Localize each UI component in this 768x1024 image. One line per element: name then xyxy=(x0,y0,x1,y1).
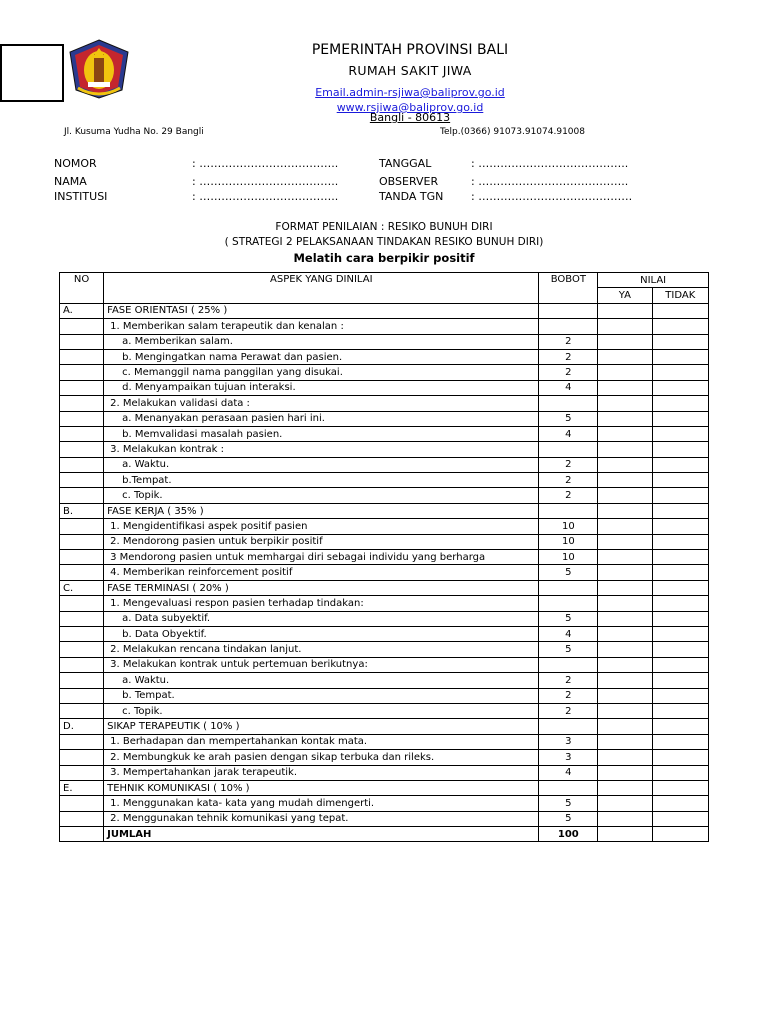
row-aspek: 2. Membungkuk ke arah pasien dengan sikap terbuka dan rileks. xyxy=(104,750,539,765)
email-link[interactable]: Email.admin-rsjiwa@baliprov.go.id xyxy=(315,86,505,99)
row-aspek: b. Data Obyektif. xyxy=(104,626,539,641)
empty-corner-box xyxy=(0,44,64,102)
row-aspek: 1. Mengevaluasi respon pasien terhadap tindakan: xyxy=(104,596,539,611)
table-row xyxy=(60,780,709,795)
row-ya-cell[interactable] xyxy=(598,827,652,842)
table-row xyxy=(60,765,709,780)
row-aspek: b. Tempat. xyxy=(104,688,539,703)
table-row xyxy=(60,411,709,426)
table-row xyxy=(60,426,709,441)
row-ya-cell[interactable] xyxy=(598,688,652,703)
row-bobot: 10 xyxy=(539,534,598,549)
row-ya-cell[interactable] xyxy=(598,442,652,457)
row-no xyxy=(60,750,104,765)
row-tidak-cell[interactable] xyxy=(652,550,708,565)
row-bobot xyxy=(539,657,598,672)
row-no xyxy=(60,488,104,503)
row-bobot xyxy=(539,503,598,518)
row-ya-cell[interactable] xyxy=(598,780,652,795)
row-ya-cell[interactable] xyxy=(598,488,652,503)
row-bobot xyxy=(539,580,598,595)
table-row xyxy=(60,611,709,626)
row-no xyxy=(60,596,104,611)
row-tidak-cell[interactable] xyxy=(652,534,708,549)
row-tidak-cell[interactable] xyxy=(652,703,708,718)
row-aspek: 3. Melakukan kontrak : xyxy=(104,442,539,457)
row-aspek: TEHNIK KOMUNIKASI ( 10% ) xyxy=(104,780,539,795)
col-no-header: NO xyxy=(60,273,104,304)
row-ya-cell[interactable] xyxy=(598,565,652,580)
row-tidak-cell[interactable] xyxy=(652,611,708,626)
row-no xyxy=(60,657,104,672)
row-ya-cell[interactable] xyxy=(598,611,652,626)
row-aspek: a. Memberikan salam. xyxy=(104,334,539,349)
row-tidak-cell[interactable] xyxy=(652,596,708,611)
row-no xyxy=(60,827,104,842)
row-ya-cell[interactable] xyxy=(598,673,652,688)
observer-label: OBSERVER xyxy=(379,175,439,188)
row-ya-cell[interactable] xyxy=(598,703,652,718)
row-no xyxy=(60,550,104,565)
row-no xyxy=(60,396,104,411)
row-tidak-cell[interactable] xyxy=(652,334,708,349)
row-bobot: 4 xyxy=(539,380,598,395)
row-no xyxy=(60,473,104,488)
row-aspek: a. Waktu. xyxy=(104,673,539,688)
row-bobot xyxy=(539,719,598,734)
row-tidak-cell[interactable] xyxy=(652,473,708,488)
row-bobot: 2 xyxy=(539,334,598,349)
row-aspek: 2. Melakukan validasi data : xyxy=(104,396,539,411)
row-tidak-cell[interactable] xyxy=(652,565,708,580)
row-bobot: 4 xyxy=(539,626,598,641)
header-city: Bangli - 80613 xyxy=(369,111,451,124)
row-aspek: FASE TERMINASI ( 20% ) xyxy=(104,580,539,595)
row-ya-cell[interactable] xyxy=(598,719,652,734)
row-bobot: 5 xyxy=(539,642,598,657)
row-aspek: c. Topik. xyxy=(104,703,539,718)
observer-value: : ………………………………….. xyxy=(471,175,629,188)
row-bobot: 10 xyxy=(539,550,598,565)
row-aspek: 3 Mendorong pasien untuk memhargai diri sebagai individu yang berharga xyxy=(104,550,539,565)
row-tidak-cell[interactable] xyxy=(652,688,708,703)
table-row xyxy=(60,442,709,457)
table-row xyxy=(60,519,709,534)
row-ya-cell[interactable] xyxy=(598,426,652,441)
row-ya-cell[interactable] xyxy=(598,365,652,380)
assessment-table xyxy=(59,272,709,842)
table-row xyxy=(60,365,709,380)
tanggal-value: : ………………………………….. xyxy=(471,157,629,170)
phone-text: Telp.(0366) 91073.91074.91008 xyxy=(440,127,585,137)
row-no xyxy=(60,626,104,641)
nama-label: NAMA xyxy=(54,175,87,188)
row-tidak-cell[interactable] xyxy=(652,503,708,518)
row-no xyxy=(60,703,104,718)
row-aspek: 2. Melakukan rencana tindakan lanjut. xyxy=(104,642,539,657)
institusi-value: : ……………………………….. xyxy=(192,190,339,203)
table-row xyxy=(60,334,709,349)
row-bobot: 4 xyxy=(539,765,598,780)
table-row xyxy=(60,734,709,749)
row-tidak-cell[interactable] xyxy=(652,411,708,426)
table-row xyxy=(60,380,709,395)
table-row xyxy=(60,626,709,641)
row-no xyxy=(60,349,104,364)
row-ya-cell[interactable] xyxy=(598,811,652,826)
row-aspek: SIKAP TERAPEUTIK ( 10% ) xyxy=(104,719,539,734)
row-bobot xyxy=(539,596,598,611)
row-bobot: 3 xyxy=(539,750,598,765)
row-ya-cell[interactable] xyxy=(598,457,652,472)
row-bobot: 5 xyxy=(539,565,598,580)
row-no xyxy=(60,457,104,472)
row-tidak-cell[interactable] xyxy=(652,380,708,395)
row-bobot xyxy=(539,442,598,457)
row-bobot: 2 xyxy=(539,473,598,488)
row-ya-cell[interactable] xyxy=(598,796,652,811)
form-topic: Melatih cara berpikir positif xyxy=(293,251,475,265)
table-row xyxy=(60,503,709,518)
row-no: E. xyxy=(60,780,104,795)
row-no xyxy=(60,811,104,826)
row-tidak-cell[interactable] xyxy=(652,719,708,734)
row-bobot: 5 xyxy=(539,611,598,626)
row-aspek: b.Tempat. xyxy=(104,473,539,488)
table-row xyxy=(60,457,709,472)
row-no xyxy=(60,534,104,549)
row-bobot xyxy=(539,319,598,334)
row-aspek: a. Menanyakan perasaan pasien hari ini. xyxy=(104,411,539,426)
row-ya-cell[interactable] xyxy=(598,303,652,318)
row-tidak-cell[interactable] xyxy=(652,519,708,534)
row-no xyxy=(60,688,104,703)
row-bobot: 3 xyxy=(539,734,598,749)
row-no: C. xyxy=(60,580,104,595)
row-ya-cell[interactable] xyxy=(598,349,652,364)
address-text: Jl. Kusuma Yudha No. 29 Bangli xyxy=(64,127,204,137)
row-tidak-cell[interactable] xyxy=(652,657,708,672)
table-row xyxy=(60,673,709,688)
row-bobot: 100 xyxy=(539,827,598,842)
row-tidak-cell[interactable] xyxy=(652,673,708,688)
row-no xyxy=(60,365,104,380)
header-subtitle: RUMAH SAKIT JIWA xyxy=(348,63,472,78)
row-bobot: 2 xyxy=(539,673,598,688)
row-aspek: 1. Mengidentifikasi aspek positif pasien xyxy=(104,519,539,534)
row-tidak-cell[interactable] xyxy=(652,626,708,641)
row-ya-cell[interactable] xyxy=(598,534,652,549)
table-row xyxy=(60,703,709,718)
row-aspek: c. Topik. xyxy=(104,488,539,503)
col-bobot-header: BOBOT xyxy=(539,273,598,304)
table-row xyxy=(60,750,709,765)
row-no: A. xyxy=(60,303,104,318)
row-aspek: FASE KERJA ( 35% ) xyxy=(104,503,539,518)
row-tidak-cell[interactable] xyxy=(652,457,708,472)
col-nilai-header: NILAI xyxy=(598,273,709,288)
row-no xyxy=(60,319,104,334)
table-row xyxy=(60,319,709,334)
tanda-tgn-label: TANDA TGN xyxy=(379,190,444,203)
table-row xyxy=(60,565,709,580)
row-aspek: JUMLAH xyxy=(104,827,539,842)
table-row xyxy=(60,534,709,549)
col-tidak-header: TIDAK xyxy=(652,288,708,303)
row-tidak-cell[interactable] xyxy=(652,765,708,780)
row-ya-cell[interactable] xyxy=(598,750,652,765)
row-bobot: 4 xyxy=(539,426,598,441)
nomor-value: : ……………………………….. xyxy=(192,157,339,170)
row-no xyxy=(60,673,104,688)
table-row xyxy=(60,349,709,364)
row-no: D. xyxy=(60,719,104,734)
row-aspek: b. Mengingatkan nama Perawat dan pasien. xyxy=(104,349,539,364)
row-tidak-cell[interactable] xyxy=(652,780,708,795)
row-tidak-cell[interactable] xyxy=(652,827,708,842)
row-no xyxy=(60,519,104,534)
row-tidak-cell[interactable] xyxy=(652,349,708,364)
row-aspek: 3. Mempertahankan jarak terapeutik. xyxy=(104,765,539,780)
table-row xyxy=(60,657,709,672)
row-bobot: 2 xyxy=(539,488,598,503)
row-aspek: b. Memvalidasi masalah pasien. xyxy=(104,426,539,441)
table-row xyxy=(60,303,709,318)
row-tidak-cell[interactable] xyxy=(652,811,708,826)
row-no xyxy=(60,426,104,441)
table-header-row xyxy=(60,273,709,288)
row-no xyxy=(60,565,104,580)
row-bobot: 10 xyxy=(539,519,598,534)
row-tidak-cell[interactable] xyxy=(652,796,708,811)
nomor-label: NOMOR xyxy=(54,157,97,170)
row-aspek: 1. Berhadapan dan mempertahankan kontak mata. xyxy=(104,734,539,749)
table-row xyxy=(60,396,709,411)
row-bobot: 2 xyxy=(539,457,598,472)
col-ya-header: YA xyxy=(598,288,652,303)
row-no xyxy=(60,611,104,626)
table-row xyxy=(60,473,709,488)
table-row xyxy=(60,642,709,657)
row-aspek: FASE ORIENTASI ( 25% ) xyxy=(104,303,539,318)
row-ya-cell[interactable] xyxy=(598,334,652,349)
row-no: B. xyxy=(60,503,104,518)
tanda-tgn-value: : …………………………………… xyxy=(471,190,633,203)
row-no xyxy=(60,642,104,657)
table-row xyxy=(60,796,709,811)
row-tidak-cell[interactable] xyxy=(652,750,708,765)
form-title: FORMAT PENILAIAN : RESIKO BUNUH DIRI xyxy=(275,221,493,233)
institusi-label: INSTITUSI xyxy=(54,190,108,203)
row-ya-cell[interactable] xyxy=(598,503,652,518)
website-link[interactable]: www.rsjiwa@baliprov.go.id xyxy=(336,101,484,114)
form-subtitle: ( STRATEGI 2 PELAKSANAAN TINDAKAN RESIKO BUNUH DIRI) xyxy=(224,236,544,248)
row-no xyxy=(60,334,104,349)
row-bobot: 2 xyxy=(539,365,598,380)
row-ya-cell[interactable] xyxy=(598,596,652,611)
nama-value: : ……………………………….. xyxy=(192,175,339,188)
row-aspek: 3. Melakukan kontrak untuk pertemuan berikutnya: xyxy=(104,657,539,672)
row-ya-cell[interactable] xyxy=(598,657,652,672)
row-ya-cell[interactable] xyxy=(598,626,652,641)
row-no xyxy=(60,796,104,811)
row-bobot: 2 xyxy=(539,349,598,364)
table-row xyxy=(60,811,709,826)
row-ya-cell[interactable] xyxy=(598,396,652,411)
row-no xyxy=(60,734,104,749)
table-row xyxy=(60,688,709,703)
table-row xyxy=(60,580,709,595)
row-no xyxy=(60,411,104,426)
row-bobot xyxy=(539,780,598,795)
row-tidak-cell[interactable] xyxy=(652,488,708,503)
table-row xyxy=(60,596,709,611)
row-ya-cell[interactable] xyxy=(598,642,652,657)
row-aspek: a. Waktu. xyxy=(104,457,539,472)
row-no xyxy=(60,765,104,780)
row-tidak-cell[interactable] xyxy=(652,642,708,657)
row-tidak-cell[interactable] xyxy=(652,365,708,380)
row-tidak-cell[interactable] xyxy=(652,396,708,411)
row-aspek: 4. Memberikan reinforcement positif xyxy=(104,565,539,580)
tanggal-label: TANGGAL xyxy=(379,157,432,170)
row-tidak-cell[interactable] xyxy=(652,426,708,441)
row-ya-cell[interactable] xyxy=(598,580,652,595)
row-aspek: 1. Menggunakan kata- kata yang mudah dimengerti. xyxy=(104,796,539,811)
row-tidak-cell[interactable] xyxy=(652,442,708,457)
row-aspek: 2. Mendorong pasien untuk berpikir positif xyxy=(104,534,539,549)
row-bobot: 5 xyxy=(539,411,598,426)
row-ya-cell[interactable] xyxy=(598,734,652,749)
row-ya-cell[interactable] xyxy=(598,319,652,334)
table-row xyxy=(60,719,709,734)
row-aspek: c. Memanggil nama panggilan yang disukai. xyxy=(104,365,539,380)
row-bobot xyxy=(539,303,598,318)
table-row xyxy=(60,550,709,565)
row-ya-cell[interactable] xyxy=(598,380,652,395)
row-bobot: 2 xyxy=(539,688,598,703)
row-tidak-cell[interactable] xyxy=(652,734,708,749)
table-row xyxy=(60,488,709,503)
header-title: PEMERINTAH PROVINSI BALI xyxy=(311,42,509,58)
row-tidak-cell[interactable] xyxy=(652,303,708,318)
row-bobot xyxy=(539,396,598,411)
row-no xyxy=(60,380,104,395)
bali-province-emblem-icon xyxy=(64,38,134,100)
row-ya-cell[interactable] xyxy=(598,473,652,488)
row-bobot: 5 xyxy=(539,811,598,826)
row-aspek: 1. Memberikan salam terapeutik dan kenalan : xyxy=(104,319,539,334)
row-tidak-cell[interactable] xyxy=(652,580,708,595)
row-bobot: 2 xyxy=(539,703,598,718)
table-row xyxy=(60,827,709,842)
row-ya-cell[interactable] xyxy=(598,765,652,780)
row-ya-cell[interactable] xyxy=(598,519,652,534)
row-aspek: 2. Menggunakan tehnik komunikasi yang tepat. xyxy=(104,811,539,826)
row-tidak-cell[interactable] xyxy=(652,319,708,334)
col-aspek-header: ASPEK YANG DINILAI xyxy=(104,273,539,304)
row-no xyxy=(60,442,104,457)
row-ya-cell[interactable] xyxy=(598,411,652,426)
row-bobot: 5 xyxy=(539,796,598,811)
row-aspek: a. Data subyektif. xyxy=(104,611,539,626)
row-ya-cell[interactable] xyxy=(598,550,652,565)
row-aspek: d. Menyampaikan tujuan interaksi. xyxy=(104,380,539,395)
